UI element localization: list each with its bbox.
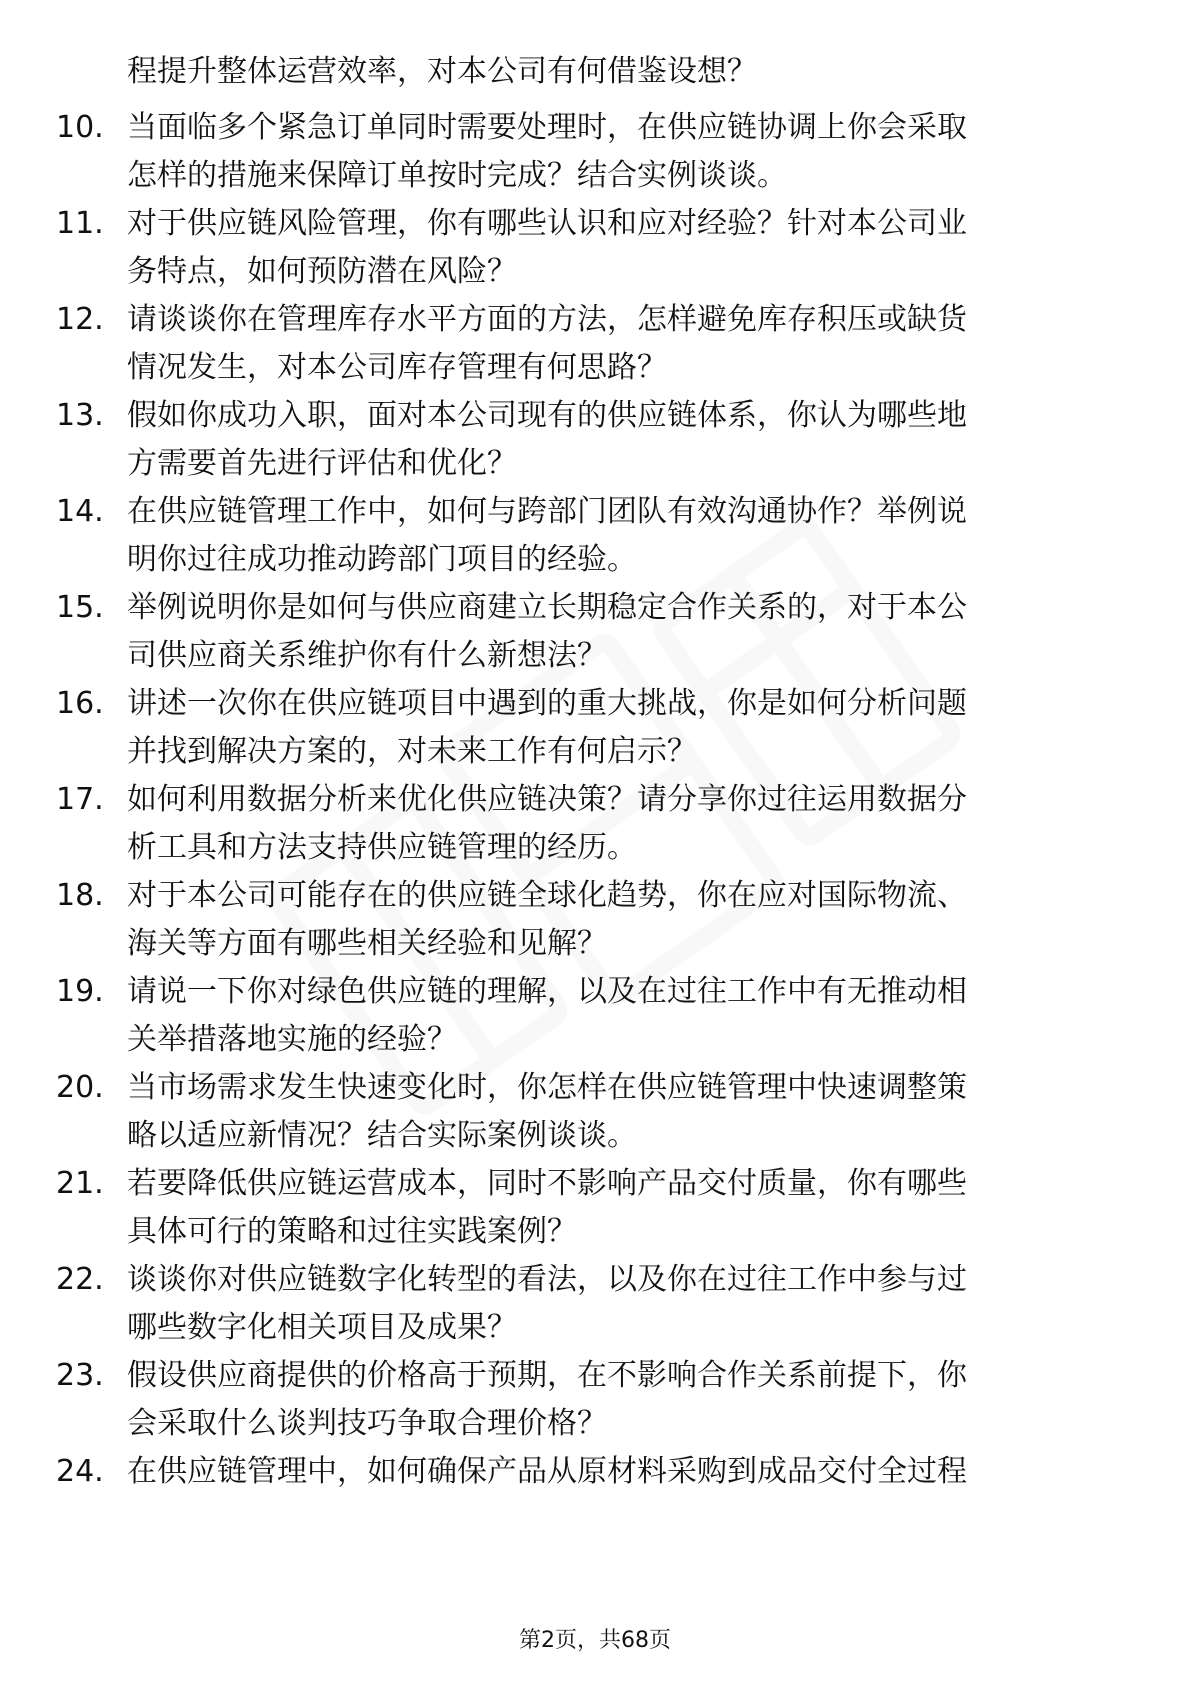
question-number: 19.: [56, 974, 104, 1009]
question-number: 22.: [56, 1262, 104, 1297]
question-text-line: 在供应链管理工作中，如何与跨部门团队有效沟通协作？举例说: [127, 494, 967, 529]
question-text: [127, 1448, 1127, 1496]
question-number: 24.: [56, 1454, 104, 1489]
question-text: [127, 968, 1127, 1064]
question-list: [0, 104, 1190, 1544]
question-number: 12.: [56, 302, 104, 337]
question-item: [0, 776, 1190, 872]
question-text-line: 当面临多个紧急订单同时需要处理时，在供应链协调上你会采取: [127, 110, 967, 145]
question-text-line: 请说一下你对绿色供应链的理解，以及在过往工作中有无推动相: [127, 974, 967, 1009]
question-text-line: 如何利用数据分析来优化供应链决策？请分享你过往运用数据分: [127, 782, 967, 817]
question-text-line: 略以适应新情况？结合实际案例谈谈。: [127, 1118, 637, 1153]
question-text: [127, 104, 1127, 200]
question-text-line: 并找到解决方案的，对未来工作有何启示？: [127, 734, 697, 769]
question-text: [127, 1256, 1127, 1352]
question-item: [0, 1448, 1190, 1544]
question-number: 23.: [56, 1358, 104, 1393]
question-number: 18.: [56, 878, 104, 913]
question-text: [127, 680, 1127, 776]
question-item: [0, 680, 1190, 776]
question-text-line: 哪些数字化相关项目及成果？: [127, 1310, 517, 1345]
question-text: [127, 200, 1127, 296]
question-text-line: 讲述一次你在供应链项目中遇到的重大挑战，你是如何分析问题: [127, 686, 967, 721]
question-item: [0, 296, 1190, 392]
question-text-line: 具体可行的策略和过往实践案例？: [127, 1214, 577, 1249]
question-text: [127, 1352, 1127, 1448]
question-text-line: 明你过往成功推动跨部门项目的经验。: [127, 542, 637, 577]
question-item: [0, 584, 1190, 680]
question-item: [0, 488, 1190, 584]
question-text: [127, 1064, 1127, 1160]
question-number: 17.: [56, 782, 104, 817]
question-item: [0, 1352, 1190, 1448]
question-number: 20.: [56, 1070, 104, 1105]
question-item: [0, 104, 1190, 200]
question-text-line: 假如你成功入职，面对本公司现有的供应链体系，你认为哪些地: [127, 398, 967, 433]
question-text-line: 析工具和方法支持供应链管理的经历。: [127, 830, 637, 865]
question-number: 16.: [56, 686, 104, 721]
question-text-line: 请谈谈你在管理库存水平方面的方法，怎样避免库存积压或缺货: [127, 302, 967, 337]
question-text-line: 会采取什么谈判技巧争取合理价格？: [127, 1406, 607, 1441]
question-item: [0, 968, 1190, 1064]
continued-question-text: 程提升整体运营效率，对本公司有何借鉴设想？: [127, 54, 757, 89]
question-item: [0, 1256, 1190, 1352]
question-text: [127, 872, 1127, 968]
question-text-line: 务特点，如何预防潜在风险？: [127, 254, 517, 289]
question-text-line: 情况发生，对本公司库存管理有何思路？: [127, 350, 667, 385]
question-text-line: 若要降低供应链运营成本，同时不影响产品交付质量，你有哪些: [127, 1166, 967, 1201]
question-text: [127, 488, 1127, 584]
question-text-line: 关举措落地实施的经验？: [127, 1022, 457, 1057]
question-text: [127, 584, 1127, 680]
question-text-line: 在供应链管理中，如何确保产品从原材料采购到成品交付全过程: [127, 1454, 967, 1489]
question-text: [127, 392, 1127, 488]
question-text-line: 谈谈你对供应链数字化转型的看法，以及你在过往工作中参与过: [127, 1262, 967, 1297]
question-text: [127, 296, 1127, 392]
question-item: [0, 1064, 1190, 1160]
question-number: 10.: [56, 110, 104, 145]
question-text-line: 怎样的措施来保障订单按时完成？结合实例谈谈。: [127, 158, 787, 193]
question-text: [127, 776, 1127, 872]
question-number: 21.: [56, 1166, 104, 1201]
question-number: 14.: [56, 494, 104, 529]
question-text-line: 举例说明你是如何与供应商建立长期稳定合作关系的，对于本公: [127, 590, 967, 625]
question-number: 13.: [56, 398, 104, 433]
question-item: [0, 392, 1190, 488]
question-text-line: 方需要首先进行评估和优化？: [127, 446, 517, 481]
question-text: [127, 1160, 1127, 1256]
question-text-line: 对于本公司可能存在的供应链全球化趋势，你在应对国际物流、: [127, 878, 967, 913]
question-item: [0, 1160, 1190, 1256]
question-item: [0, 872, 1190, 968]
question-number: 15.: [56, 590, 104, 625]
page-number-footer: 第2页，共68页: [519, 1628, 671, 1653]
question-text-line: 当市场需求发生快速变化时，你怎样在供应链管理中快速调整策: [127, 1070, 967, 1105]
question-number: 11.: [56, 206, 104, 241]
question-text-line: 假设供应商提供的价格高于预期，在不影响合作关系前提下，你: [127, 1358, 967, 1393]
question-text-line: 对于供应链风险管理，你有哪些认识和应对经验？针对本公司业: [127, 206, 967, 241]
question-text-line: 司供应商关系维护你有什么新想法？: [127, 638, 607, 673]
question-text-line: 海关等方面有哪些相关经验和见解？: [127, 926, 607, 961]
question-item: [0, 200, 1190, 296]
